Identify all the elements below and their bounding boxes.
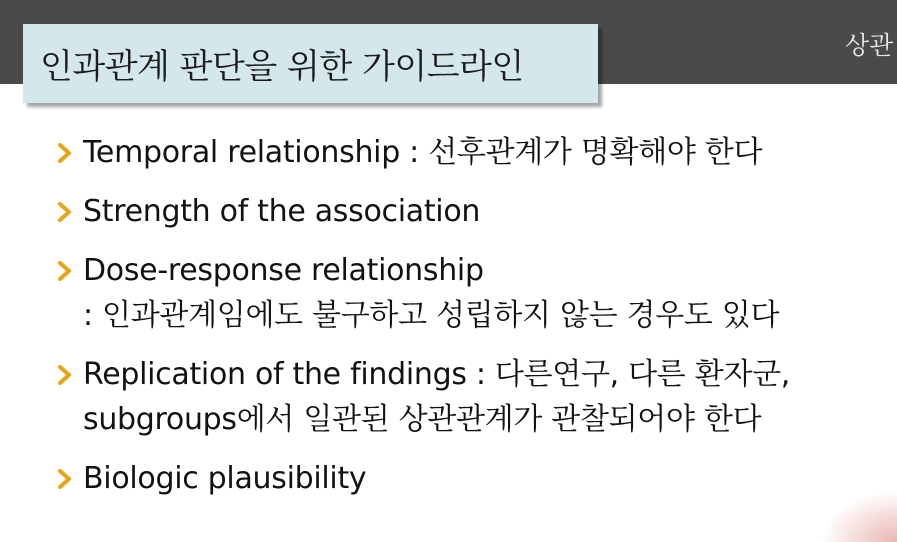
chevron-right-icon xyxy=(57,261,73,281)
bullet-text: Replication of the findings : 다른연구, 다른 환자군, xyxy=(83,357,790,392)
bullet-item xyxy=(57,130,892,175)
bullet-subtext: subgroups에서 일관된 상관관계가 관찰되어야 한다 xyxy=(83,402,762,437)
chevron-right-icon xyxy=(57,143,73,163)
bullet-text: Temporal relationship : 선후관계가 명확해야 한다 xyxy=(83,135,763,170)
title-box xyxy=(23,24,598,103)
bullet-item xyxy=(57,352,892,442)
bullet-item xyxy=(57,189,892,234)
bullet-subtext: : 인과관계임에도 불구하고 성립하지 않는 경우도 있다 xyxy=(83,298,780,333)
bullet-text: Dose-response relationship xyxy=(83,253,484,288)
bullet-text: Strength of the association xyxy=(83,194,481,229)
bullet-list xyxy=(57,130,892,515)
corner-label: 상관 xyxy=(845,31,894,60)
bullet-item xyxy=(57,456,892,501)
bullet-item xyxy=(57,248,892,338)
chevron-right-icon xyxy=(57,365,73,385)
decorative-corner xyxy=(807,482,897,542)
chevron-right-icon xyxy=(57,469,73,489)
bullet-text: Biologic plausibility xyxy=(83,461,367,496)
chevron-right-icon xyxy=(57,202,73,222)
slide-title: 인과관계 판단을 위한 가이드라인 xyxy=(40,47,524,87)
